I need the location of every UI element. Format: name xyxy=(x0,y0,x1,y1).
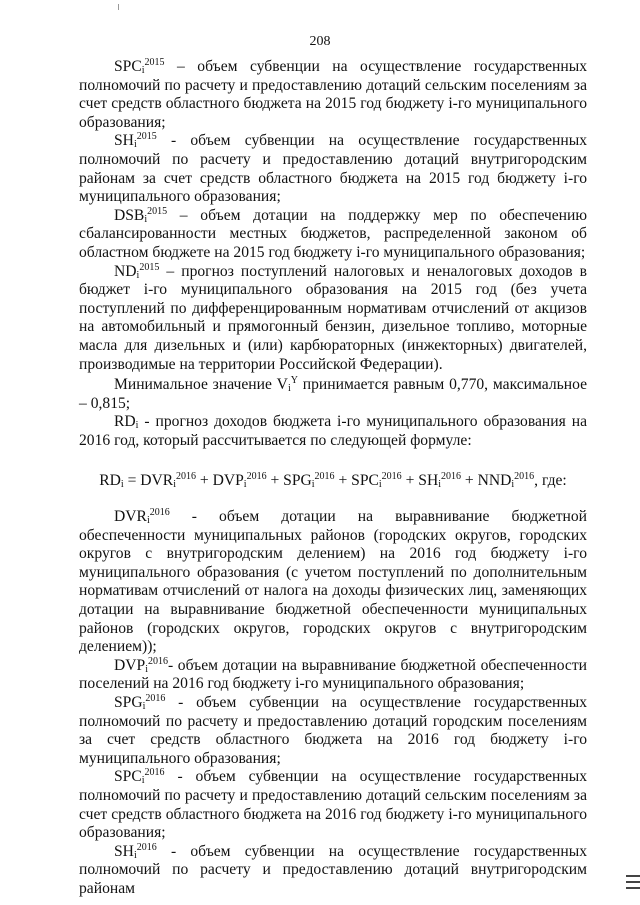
formula-term: $DVP_i^{2016}$ xyxy=(212,471,267,491)
symbol: SH xyxy=(114,842,134,860)
min-max-paragraph: Минимальное значение $V_i^Y$ принимается равным 0,770, максимальное – 0,815; xyxy=(79,375,587,412)
definition-spg-2016: $SPG_i^{2016}$ - объем субвенции на осуществление государственных полномочий по расчету и предоставлению дотаций городским поселениям за счет средств областного бюджета на 2016 год бюджету i-го муниципального образования; xyxy=(79,693,587,767)
formula-term: $DVR_i^{2016}$ xyxy=(140,471,196,491)
scan-edge-marks xyxy=(626,875,640,897)
definition-text: – прогноз поступлений налоговых и неналоговых доходов в бюджет i-го муниципального образования на 2015 год (без учета поступлений по дифференцированным нормативам отчислений от акцизов на автомобильный и прямогонный бензин, дизельное топливо, моторные масла для дизельных и (или) карбюраторных (инжекторных) двигателей, производимые на территории Российской Федерации). xyxy=(79,262,587,373)
symbol: SH xyxy=(114,132,134,150)
definition-text: - объем субвенции на осуществление государственных полномочий по расчету и предоставлению дотаций сельским поселениям за счет средств областного бюджета на 2016 год бюджету i-го муниципального образования; xyxy=(79,768,587,842)
symbol: SPG xyxy=(114,694,143,711)
definition-dvp-2016: $DVP_i^{2016}-$ объем дотации на выравнивание бюджетной обеспеченности поселений на 2016 год бюджету i-го муниципального образования; xyxy=(79,655,587,693)
symbol: SPC xyxy=(114,58,142,75)
symbol: ND xyxy=(114,262,137,280)
symbol: SPC xyxy=(114,768,142,786)
symbol: DVP xyxy=(114,656,146,674)
definition-text: - объем дотации на выравнивание бюджетной обеспеченности поселений на 2016 год бюджету i-го муниципального образования; xyxy=(79,656,587,693)
definition-spc-2015: $SPC_i^{2015}$ – объем субвенции на осуществление государственных полномочий по расчету и предоставлению дотаций сельским поселениям за счет средств областного бюджета на 2015 год бюджету i-го муниципального образования; xyxy=(79,57,587,131)
symbol: DSB xyxy=(114,206,145,224)
definition-text: - объем субвенции на осуществление государственных полномочий по расчету и предоставлению дотаций внутригородским районам за счет средств областного бюджета на 2015 год бюджету i-го муниципального образования; xyxy=(79,132,587,206)
definition-text: - прогноз доходов бюджета i-го муниципального образования на 2016 год, который рассчитывается по следующей формуле: xyxy=(79,413,587,449)
definition-text: - объем субвенции на осуществление государственных полномочий по расчету и предоставлению дотаций внутригородским районам xyxy=(79,842,587,897)
symbol: RD xyxy=(114,413,136,431)
formula-term: $SH_i^{2016}$ xyxy=(418,471,461,491)
definition-dvr-2016: $DVR_i^{2016}$ - объем дотации на выравнивание бюджетной обеспеченности муниципальных районов (городских округов, городских округов с внутригородским делением) на 2016 год бюджету i-го муниципального образования (с учетом поступлений по дополнительным нормативам отчислений от налога на доходы физических лиц, заменяющих дотации на выравнивание бюджетной обеспеченности муниципальных районов (городских округов, городских округов с внутригородским делением)); xyxy=(79,507,587,656)
symbol: DVR xyxy=(114,508,147,526)
definition-sh-2016: $SH_i^{2016}$ - объем субвенции на осуществление государственных полномочий по расчету и предоставлению дотаций внутригородским районам xyxy=(79,841,587,897)
definition-text: – объем дотации на поддержку мер по обеспечению сбалансированности местных бюджетов, распределенной законом об областном бюджете на 2015 год бюджету i-го муниципального образования; xyxy=(79,206,587,261)
definition-spc-2016: $SPC_i^{2016}$ - объем субвенции на осуществление государственных полномочий по расчету и предоставлению дотаций сельским поселениям за счет средств областного бюджета на 2016 год бюджету i-го муниципального образования; xyxy=(79,767,587,842)
definition-dsb-2015: $DSB_i^{2015}$ – объем дотации на поддержку мер по обеспечению сбалансированности местных бюджетов, распределенной законом об областном бюджете на 2015 год бюджету i-го муниципального образования; xyxy=(79,205,587,261)
formula-term: $NND_i^{2016}$ xyxy=(477,471,535,491)
scan-mark xyxy=(118,4,119,10)
formula-term: $SPG_i^{2016}$ xyxy=(283,471,335,491)
rd-formula: $RD_i = DVR_i^{2016} + DVP_i^{2016} + SPG_i^{2016} + SPC_i^{2016} + SH_i^{2016} + NND_i^{2016}$, где: xyxy=(99,471,567,491)
definition-text: - объем дотации на выравнивание бюджетной обеспеченности муниципальных районов (городских округов, городских округов с внутригородским делением) на 2016 год бюджету i-го муниципального образования (с учетом поступлений по дополнительным нормативам отчислений от налога на доходы физических лиц, заменяющих дотации на выравнивание бюджетной обеспеченности муниципальных районов (городских округов, городских округов с внутригородским делением)); xyxy=(79,508,587,656)
definition-nd-2015: $ND_i^{2015}$ – прогноз поступлений налоговых и неналоговых доходов в бюджет i-го муниципального образования на 2015 год (без учета поступлений по дифференцированным нормативам отчислений от акцизов на автомобильный и прямогонный бензин, дизельное топливо, моторные масла для дизельных и (или) карбюраторных (инжекторных) двигателей, производимые на территории Российской Федерации). xyxy=(79,261,587,373)
definition-text: - объем субвенции на осуществление государственных полномочий по расчету и предоставлению дотаций городским поселениям за счет средств областного бюджета на 2016 год бюджету i-го муниципального образования; xyxy=(79,694,587,767)
page-number: 208 xyxy=(309,34,331,49)
document-body xyxy=(79,58,587,899)
formula-term: $SPC_i^{2016}$ xyxy=(351,471,402,491)
definition-text: – объем субвенции на осуществление государственных полномочий по расчету и предоставлению дотаций сельским поселениям за счет средств областного бюджета на 2015 год бюджету i-го муниципального образования; xyxy=(79,58,587,131)
rd-intro-paragraph: $RD_i$ - прогноз доходов бюджета i-го муниципального образования на 2016 год, который рассчитывается по следующей формуле: xyxy=(79,413,587,449)
definition-sh-2015: $SH_i^{2015}$ - объем субвенции на осуществление государственных полномочий по расчету и предоставлению дотаций внутригородским районам за счет средств областного бюджета на 2015 год бюджету i-го муниципального образования; xyxy=(79,131,587,206)
